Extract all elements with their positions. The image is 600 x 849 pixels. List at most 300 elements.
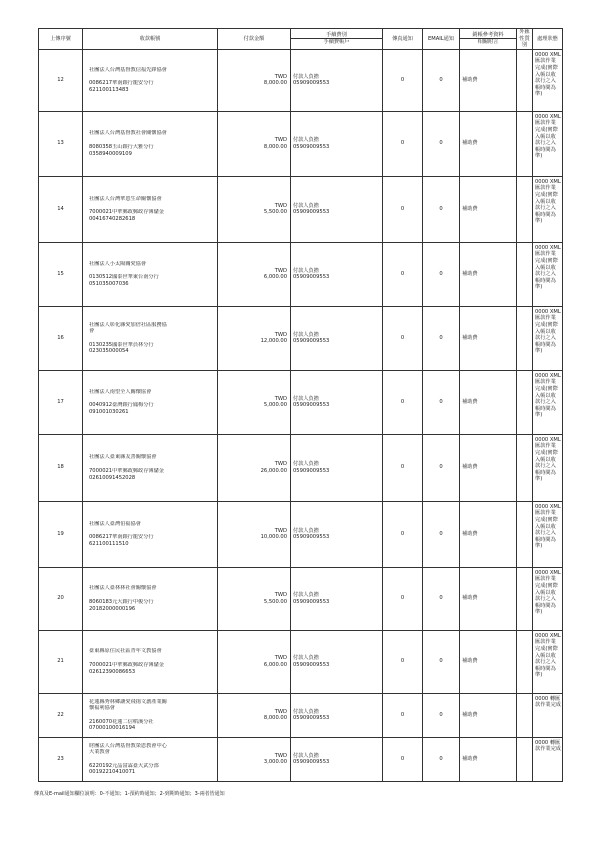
row-amount — [218, 693, 291, 737]
currency-code: TWD — [274, 461, 287, 468]
status-line: 完成(實際 — [535, 582, 558, 589]
row-email-notice: 0 — [423, 242, 460, 306]
status-line: 入帳以收 — [535, 456, 556, 463]
row-seq: 15 — [39, 242, 83, 306]
row-fax-notice: 0 — [383, 630, 423, 693]
status-line: 款行之入 — [535, 659, 556, 666]
status-line: 匯款作業 — [535, 185, 556, 192]
payee-bank: 0086217華南銀行龍安分行 — [89, 534, 154, 541]
row-email-notice: 0 — [423, 306, 460, 370]
row-ext — [517, 434, 533, 501]
status-line: 準) — [535, 284, 543, 291]
table-row — [39, 111, 563, 176]
row-ext — [517, 630, 533, 693]
fee-type: 付款人負擔 — [293, 708, 319, 715]
remittance-table — [38, 28, 563, 782]
row-seq: 14 — [39, 176, 83, 242]
table-row — [39, 567, 563, 630]
row-status — [533, 567, 563, 630]
row-fax-notice: 0 — [383, 370, 423, 434]
table-row — [39, 176, 563, 242]
status-line: 款行之入 — [535, 78, 556, 85]
row-fax-notice: 0 — [383, 242, 423, 306]
table-row — [39, 49, 563, 111]
fee-type: 付款人負擔 — [293, 592, 319, 599]
row-fax-notice: 0 — [383, 111, 423, 176]
currency-code: TWD — [274, 592, 287, 599]
table-row — [39, 434, 563, 501]
row-amount — [218, 306, 291, 370]
row-fax-notice: 0 — [383, 49, 423, 111]
status-line: 匯款作業 — [535, 315, 556, 322]
row-payee — [83, 306, 218, 370]
table-row — [39, 370, 563, 434]
table-row — [39, 737, 563, 781]
status-line: 完成(實際 — [535, 321, 558, 328]
status-line: 匯款作業 — [535, 576, 556, 583]
row-seq: 20 — [39, 567, 83, 630]
payee-bank: 0086217華南銀行龍安分行 — [89, 80, 154, 87]
spacer — [89, 73, 217, 80]
status-line: 款作業完成 — [535, 702, 561, 709]
status-line: 款行之入 — [535, 335, 556, 342]
row-payee — [83, 737, 218, 781]
fee-account: 05909009553 — [293, 467, 330, 474]
currency-code: TWD — [274, 527, 287, 534]
fee-account: 05909009553 — [293, 598, 330, 605]
row-seq: 17 — [39, 370, 83, 434]
header-payee: 收款帳號 — [83, 29, 218, 50]
header-status: 處理狀態 — [533, 29, 563, 50]
amount-value: 8,000.00 — [263, 143, 287, 150]
status-line: 帳時間為 — [535, 84, 556, 91]
table-header-row — [39, 29, 563, 50]
status-line: 完成(實際 — [535, 191, 558, 198]
row-amount — [218, 111, 291, 176]
payee-name-cont: 懷福利協會 — [89, 705, 115, 712]
row-amount — [218, 737, 291, 781]
row-note: 補助費 — [460, 242, 517, 306]
status-line: 完成(實際 — [535, 257, 558, 264]
status-line: 準) — [535, 91, 543, 98]
payee-account: 621100113483 — [89, 87, 129, 94]
status-line: 匯款作業 — [535, 58, 556, 65]
row-note: 補助費 — [460, 49, 517, 111]
row-email-notice: 0 — [423, 111, 460, 176]
payee-name: 花蓮縣秀林鄉讓愛飛揚文創產業關 — [89, 698, 167, 705]
row-fee — [291, 434, 383, 501]
row-payee — [83, 111, 218, 176]
spacer — [89, 267, 217, 274]
row-status — [533, 49, 563, 111]
payee-name: 社團法人小太陽關愛協會 — [89, 260, 147, 267]
payee-name: 財團法人台灣基督教榮恩教會中心 — [89, 742, 167, 749]
amount-value: 6,000.00 — [263, 274, 287, 281]
row-status — [533, 306, 563, 370]
payee-name-cont: 大業教會 — [89, 749, 110, 756]
table-row — [39, 693, 563, 737]
payee-name: 社團法人彰化縣愛加倍社區服務協 — [89, 321, 167, 328]
amount-value: 5,500.00 — [263, 209, 287, 216]
fee-account: 05909009553 — [293, 80, 330, 87]
status-line: 準) — [535, 609, 543, 616]
status-line: 帳時間為 — [535, 405, 556, 412]
status-line: 準) — [535, 348, 543, 355]
row-ext — [517, 242, 533, 306]
row-payee — [83, 567, 218, 630]
payee-account: 0358940009109 — [89, 150, 132, 157]
row-fax-notice: 0 — [383, 501, 423, 567]
row-amount — [218, 434, 291, 501]
header-ext — [517, 29, 533, 50]
status-line: 款行之入 — [535, 140, 556, 147]
status-line: 0000 XML — [535, 113, 561, 120]
row-ext — [517, 306, 533, 370]
status-line: 0000 XML — [535, 51, 561, 58]
payee-bank: 0130512國泰世華東台南分行 — [89, 274, 159, 281]
row-email-notice: 0 — [423, 501, 460, 567]
amount-value: 12,000.00 — [260, 338, 287, 345]
header-ref-data: 銷帳參考資料 — [460, 32, 516, 40]
spacer — [89, 335, 217, 342]
payee-account: 051035007036 — [89, 281, 129, 288]
status-line: 入帳以收 — [535, 133, 556, 140]
row-email-notice: 0 — [423, 434, 460, 501]
status-line: 款行之入 — [535, 205, 556, 212]
status-line: 匯款作業 — [535, 510, 556, 517]
spacer — [89, 527, 217, 534]
row-payee — [83, 49, 218, 111]
fee-account: 05909009553 — [293, 402, 330, 409]
header-ref — [460, 29, 517, 50]
row-amount — [218, 567, 291, 630]
row-email-notice: 0 — [423, 693, 460, 737]
row-fax-notice: 0 — [383, 434, 423, 501]
row-fax-notice: 0 — [383, 176, 423, 242]
row-note: 補助費 — [460, 737, 517, 781]
row-ext — [517, 370, 533, 434]
row-amount — [218, 176, 291, 242]
fee-type: 付款人負擔 — [293, 752, 319, 759]
row-status — [533, 693, 563, 737]
row-amount — [218, 370, 291, 434]
spacer — [89, 395, 217, 402]
status-line: 完成(實際 — [535, 64, 558, 71]
payee-account: 091001030261 — [89, 409, 129, 416]
row-status — [533, 737, 563, 781]
status-line: 0000 XML — [535, 569, 561, 576]
amount-value: 5,000.00 — [263, 402, 287, 409]
amount-value: 10,000.00 — [260, 534, 287, 541]
fee-type: 付款人負擔 — [293, 527, 319, 534]
row-note: 補助費 — [460, 176, 517, 242]
row-email-notice: 0 — [423, 630, 460, 693]
table-row — [39, 630, 563, 693]
status-line: 準) — [535, 476, 543, 483]
currency-code: TWD — [274, 655, 287, 662]
header-ref-note: 相關附言 — [477, 39, 499, 46]
status-line: 帳時間為 — [535, 665, 556, 672]
status-line: 準) — [535, 412, 543, 419]
row-amount — [218, 242, 291, 306]
row-seq: 18 — [39, 434, 83, 501]
row-fax-notice: 0 — [383, 737, 423, 781]
header-ext-line: 性質 — [519, 35, 530, 42]
row-seq: 13 — [39, 111, 83, 176]
currency-code: TWD — [274, 331, 287, 338]
payee-account: 02612390086653 — [89, 668, 136, 675]
row-seq: 12 — [39, 49, 83, 111]
payee-bank: 8080358玉山銀行大雅分行 — [89, 143, 154, 150]
row-email-notice: 0 — [423, 370, 460, 434]
status-line: 款行之入 — [535, 399, 556, 406]
status-line: 入帳以收 — [535, 264, 556, 271]
row-amount — [218, 501, 291, 567]
currency-code: TWD — [274, 73, 287, 80]
payee-name: 社團法人臺林林社會關懷協會 — [89, 585, 157, 592]
payee-bank: 8060183元大銀行中俊分行 — [89, 598, 154, 605]
status-line: 入帳以收 — [535, 328, 556, 335]
row-fax-notice: 0 — [383, 306, 423, 370]
status-line: 匯款作業 — [535, 379, 556, 386]
amount-value: 8,000.00 — [263, 80, 287, 87]
spacer — [89, 756, 217, 763]
row-seq: 19 — [39, 501, 83, 567]
row-ext — [517, 693, 533, 737]
row-status — [533, 242, 563, 306]
row-ext — [517, 49, 533, 111]
header-seq: 上傳序號 — [39, 29, 83, 50]
header-amount: 付款金額 — [218, 29, 291, 50]
row-status — [533, 111, 563, 176]
table-row — [39, 242, 563, 306]
amount-value: 8,000.00 — [263, 715, 287, 722]
status-line: 準) — [535, 543, 543, 550]
status-line: 帳時間為 — [535, 146, 556, 153]
row-note: 補助費 — [460, 370, 517, 434]
row-fee — [291, 49, 383, 111]
row-payee — [83, 693, 218, 737]
fee-account: 05909009553 — [293, 534, 330, 541]
status-line: 帳時間為 — [535, 341, 556, 348]
row-payee — [83, 630, 218, 693]
row-fee — [291, 630, 383, 693]
amount-value: 5,500.00 — [263, 598, 287, 605]
row-status — [533, 176, 563, 242]
row-ext — [517, 111, 533, 176]
row-fee — [291, 501, 383, 567]
fee-type: 付款人負擔 — [293, 267, 319, 274]
row-seq: 16 — [39, 306, 83, 370]
status-line: 準) — [535, 153, 543, 160]
fee-type: 付款人負擔 — [293, 395, 319, 402]
spacer — [89, 137, 217, 144]
row-fee — [291, 111, 383, 176]
row-status — [533, 501, 563, 567]
status-line: 匯款作業 — [535, 639, 556, 646]
row-status — [533, 630, 563, 693]
payee-bank: 7000021中華郵政郵政存簿儲金 — [89, 661, 164, 668]
payee-name-cont: 會 — [89, 328, 95, 335]
row-payee — [83, 242, 218, 306]
payee-bank: 0130235國泰世華員林分行 — [89, 341, 154, 348]
payee-name: 社團法人南望全人關懷協會 — [89, 388, 152, 395]
payee-name: 社團法人台灣基督教信福先鋒協會 — [89, 66, 167, 73]
payee-bank: 2160070花蓮二信稻溪分社 — [89, 718, 154, 725]
status-line: 帳時間為 — [535, 602, 556, 609]
fee-type: 付款人負擔 — [293, 202, 319, 209]
row-payee — [83, 501, 218, 567]
status-line: 帳時間為 — [535, 211, 556, 218]
row-fax-notice: 0 — [383, 567, 423, 630]
header-fax-notice: 傳真通知 — [383, 29, 423, 50]
status-line: 入帳以收 — [535, 71, 556, 78]
fee-type: 付款人負擔 — [293, 331, 319, 338]
currency-code: TWD — [274, 752, 287, 759]
spacer — [89, 202, 217, 209]
status-line: 完成(實際 — [535, 385, 558, 392]
row-ext — [517, 737, 533, 781]
status-line: 入帳以收 — [535, 652, 556, 659]
currency-code: TWD — [274, 267, 287, 274]
row-fee — [291, 242, 383, 306]
row-fee — [291, 176, 383, 242]
fee-account: 05909009553 — [293, 143, 330, 150]
row-note: 補助費 — [460, 111, 517, 176]
fee-account: 05909009553 — [293, 209, 330, 216]
row-amount — [218, 630, 291, 693]
status-line: 0000 XML — [535, 178, 561, 185]
row-seq: 22 — [39, 693, 83, 737]
payee-account: 20182000000196 — [89, 605, 136, 612]
status-line: 匯款作業 — [535, 120, 556, 127]
fee-account: 05909009553 — [293, 661, 330, 668]
status-line: 準) — [535, 672, 543, 679]
row-status — [533, 370, 563, 434]
status-line: 入帳以收 — [535, 392, 556, 399]
row-seq: 21 — [39, 630, 83, 693]
payee-name: 臺東縣原住民社區青年文教協會 — [89, 648, 162, 655]
status-line: 入帳以收 — [535, 523, 556, 530]
header-ext-line: 外匯 — [519, 29, 530, 35]
row-fee — [291, 306, 383, 370]
status-line: 帳時間為 — [535, 536, 556, 543]
row-email-notice: 0 — [423, 49, 460, 111]
header-fee-type: 手續費別 — [291, 32, 382, 40]
footnote: 傳真及E-mail通知欄位說明：0-不通知；1-預約時通知；2-到期時通知；3-兩者皆通知 — [34, 791, 225, 797]
row-note: 補助費 — [460, 501, 517, 567]
status-line: 匯款作業 — [535, 251, 556, 258]
row-note: 補助費 — [460, 630, 517, 693]
payee-account: 00192210410071 — [89, 769, 136, 776]
amount-value: 3,000.00 — [263, 759, 287, 766]
row-email-notice: 0 — [423, 176, 460, 242]
row-email-notice: 0 — [423, 567, 460, 630]
header-fee — [291, 29, 383, 50]
status-line: 款行之入 — [535, 463, 556, 470]
spacer — [89, 712, 217, 719]
status-line: 完成(實際 — [535, 516, 558, 523]
payee-bank: 0040912臺灣銀行鳳梅分行 — [89, 402, 154, 409]
row-ext — [517, 176, 533, 242]
spacer — [89, 592, 217, 599]
row-seq: 23 — [39, 737, 83, 781]
table-row — [39, 306, 563, 370]
table-row — [39, 501, 563, 567]
row-fax-notice: 0 — [383, 693, 423, 737]
row-email-notice: 0 — [423, 737, 460, 781]
fee-account: 05909009553 — [293, 274, 330, 281]
row-note: 補助費 — [460, 693, 517, 737]
payee-name: 社團法人台灣基督教社會關懷協會 — [89, 130, 167, 137]
fee-account: 05909009553 — [293, 715, 330, 722]
status-line: 0000 轉匯 — [535, 739, 561, 746]
status-line: 0000 XML — [535, 308, 561, 315]
header-fee-account: 手續費帳戶 — [323, 39, 350, 46]
currency-code: TWD — [274, 202, 287, 209]
currency-code: TWD — [274, 395, 287, 402]
payee-name: 社團法人臺東縣友善關懷協會 — [89, 454, 157, 461]
row-payee — [83, 370, 218, 434]
payee-bank: 7000021中華郵政郵政存簿儲金 — [89, 209, 164, 216]
row-ext — [517, 501, 533, 567]
status-line: 款行之入 — [535, 530, 556, 537]
status-line: 0000 XML — [535, 503, 561, 510]
header-ext-line: 別 — [521, 42, 528, 49]
status-line: 0000 XML — [535, 632, 561, 639]
payee-account: 00416740282618 — [89, 216, 136, 223]
status-line: 0000 轉匯 — [535, 695, 561, 702]
status-line: 帳時間為 — [535, 277, 556, 284]
status-line: 款行之入 — [535, 596, 556, 603]
status-line: 帳時間為 — [535, 469, 556, 476]
currency-code: TWD — [274, 708, 287, 715]
fee-type: 付款人負擔 — [293, 137, 319, 144]
row-note: 補助費 — [460, 434, 517, 501]
status-line: 完成(實際 — [535, 126, 558, 133]
fee-type: 付款人負擔 — [293, 655, 319, 662]
payee-name: 社團法人臺灣伯福協會 — [89, 520, 141, 527]
status-line: 0000 XML — [535, 436, 561, 443]
status-line: 完成(實際 — [535, 645, 558, 652]
row-fee — [291, 693, 383, 737]
payee-bank: 6220192元晶富霖臺大武分部 — [89, 762, 159, 769]
fee-type: 付款人負擔 — [293, 73, 319, 80]
payee-account: 02610091452028 — [89, 474, 136, 481]
row-payee — [83, 434, 218, 501]
status-line: 款行之入 — [535, 271, 556, 278]
row-amount — [218, 49, 291, 111]
payee-account: 07000100016194 — [89, 725, 136, 732]
spacer — [89, 655, 217, 662]
payee-bank: 7000021中華郵政郵政存簿儲金 — [89, 467, 164, 474]
status-line: 入帳以收 — [535, 198, 556, 205]
fee-account: 05909009553 — [293, 759, 330, 766]
fee-type: 付款人負擔 — [293, 461, 319, 468]
status-line: 入帳以收 — [535, 589, 556, 596]
currency-code: TWD — [274, 137, 287, 144]
status-line: 0000 XML — [535, 244, 561, 251]
status-line: 完成(實際 — [535, 449, 558, 456]
status-line: 準) — [535, 218, 543, 225]
row-fee — [291, 567, 383, 630]
payee-name: 社團法人台灣華恩生命關懷協會 — [89, 195, 162, 202]
amount-value: 26,000.00 — [260, 467, 287, 474]
payee-account: 621100111510 — [89, 541, 129, 548]
row-ext — [517, 567, 533, 630]
status-line: 款作業完成 — [535, 746, 561, 753]
header-email-notice: EMAIL通知 — [423, 29, 460, 50]
